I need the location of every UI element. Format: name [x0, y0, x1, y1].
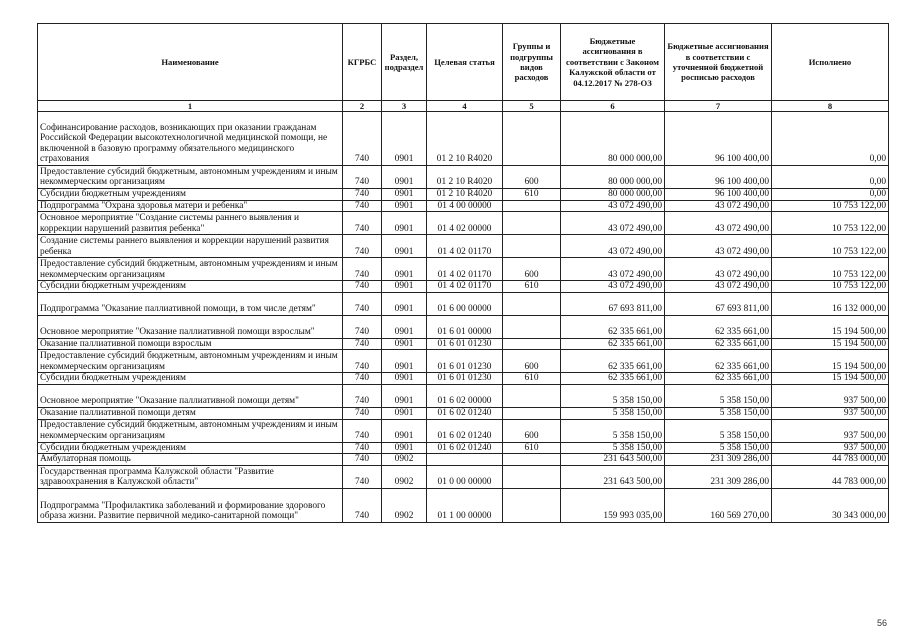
- row-kgrbs-cell: 740: [343, 419, 382, 442]
- col-header-executed: Исполнено: [772, 24, 889, 101]
- row-assign-revised-cell: 5 358 150,00: [665, 384, 772, 407]
- row-target-cell: [427, 454, 503, 466]
- col-header-target: Целевая статья: [427, 24, 503, 101]
- row-kgrbs-cell: 740: [343, 454, 382, 466]
- row-group-cell: [503, 315, 561, 338]
- row-name-cell: Создание системы раннего выявления и коррекции нарушений развития ребенка: [38, 235, 343, 258]
- row-executed-cell: 15 194 500,00: [772, 350, 889, 373]
- row-assign-revised-cell: 62 335 661,00: [665, 338, 772, 350]
- row-target-cell: 01 2 10 R4020: [427, 189, 503, 201]
- row-section-cell: 0901: [382, 235, 427, 258]
- row-executed-cell: 10 753 122,00: [772, 212, 889, 235]
- row-kgrbs-cell: 740: [343, 292, 382, 315]
- row-group-cell: [503, 212, 561, 235]
- table-row: [38, 258, 889, 281]
- row-kgrbs-cell: 740: [343, 235, 382, 258]
- row-assign-revised-cell: 231 309 286,00: [665, 454, 772, 466]
- table-row: [38, 384, 889, 407]
- row-target-cell: 01 4 02 00000: [427, 212, 503, 235]
- col-header-assign-revised: Бюджетные ассигнования в соответствии с уточненной бюджетной росписью расходов: [665, 24, 772, 101]
- col-header-kgrbs: КГРБС: [343, 24, 382, 101]
- row-assign-law-cell: 43 072 490,00: [561, 281, 665, 293]
- row-section-cell: 0901: [382, 200, 427, 212]
- table-row: [38, 315, 889, 338]
- row-assign-law-cell: 5 358 150,00: [561, 442, 665, 454]
- row-target-cell: 01 4 02 01170: [427, 258, 503, 281]
- row-name-cell: Подпрограмма "Профилактика заболеваний и формирование здорового образа жизни. Развитие первичной медико-санитарной помощи": [38, 488, 343, 522]
- row-assign-law-cell: 80 000 000,00: [561, 166, 665, 189]
- row-kgrbs-cell: 740: [343, 281, 382, 293]
- table-row: [38, 350, 889, 373]
- column-number-row: [38, 101, 889, 112]
- row-name-cell: Субсидии бюджетным учреждениям: [38, 442, 343, 454]
- row-kgrbs-cell: 740: [343, 442, 382, 454]
- row-section-cell: 0901: [382, 338, 427, 350]
- table-row: [38, 454, 889, 466]
- row-assign-revised-cell: 43 072 490,00: [665, 235, 772, 258]
- row-group-cell: [503, 338, 561, 350]
- row-assign-law-cell: 43 072 490,00: [561, 212, 665, 235]
- row-section-cell: 0901: [382, 258, 427, 281]
- row-assign-revised-cell: 67 693 811,00: [665, 292, 772, 315]
- row-assign-law-cell: 231 643 500,00: [561, 454, 665, 466]
- row-kgrbs-cell: 740: [343, 212, 382, 235]
- row-executed-cell: 44 783 000,00: [772, 465, 889, 488]
- row-assign-law-cell: 80 000 000,00: [561, 189, 665, 201]
- row-assign-law-cell: 62 335 661,00: [561, 315, 665, 338]
- row-section-cell: 0901: [382, 281, 427, 293]
- col-number: 6: [561, 101, 665, 112]
- row-assign-revised-cell: 5 358 150,00: [665, 419, 772, 442]
- row-target-cell: 01 6 01 01230: [427, 338, 503, 350]
- row-assign-law-cell: 5 358 150,00: [561, 407, 665, 419]
- row-section-cell: 0902: [382, 488, 427, 522]
- row-executed-cell: 30 343 000,00: [772, 488, 889, 522]
- row-kgrbs-cell: 740: [343, 315, 382, 338]
- row-assign-law-cell: 159 993 035,00: [561, 488, 665, 522]
- row-kgrbs-cell: 740: [343, 112, 382, 166]
- row-assign-law-cell: 231 643 500,00: [561, 465, 665, 488]
- row-assign-revised-cell: 96 100 400,00: [665, 189, 772, 201]
- row-assign-law-cell: 43 072 490,00: [561, 258, 665, 281]
- row-assign-revised-cell: 62 335 661,00: [665, 350, 772, 373]
- row-executed-cell: 44 783 000,00: [772, 454, 889, 466]
- table-row: [38, 419, 889, 442]
- row-group-cell: 600: [503, 419, 561, 442]
- table-row: [38, 212, 889, 235]
- row-executed-cell: 10 753 122,00: [772, 281, 889, 293]
- col-number: 2: [343, 101, 382, 112]
- row-group-cell: [503, 465, 561, 488]
- row-kgrbs-cell: 740: [343, 166, 382, 189]
- row-name-cell: Предоставление субсидий бюджетным, автономным учреждениям и иным некоммерческим организациям: [38, 350, 343, 373]
- row-group-cell: 600: [503, 350, 561, 373]
- row-kgrbs-cell: 740: [343, 258, 382, 281]
- row-target-cell: 01 6 02 01240: [427, 442, 503, 454]
- row-group-cell: 610: [503, 281, 561, 293]
- table-row: [38, 407, 889, 419]
- table-row: [38, 112, 889, 166]
- table-row: [38, 189, 889, 201]
- row-target-cell: 01 6 00 00000: [427, 292, 503, 315]
- row-assign-revised-cell: 160 569 270,00: [665, 488, 772, 522]
- row-executed-cell: 10 753 122,00: [772, 200, 889, 212]
- col-number: 8: [772, 101, 889, 112]
- row-target-cell: 01 2 10 R4020: [427, 112, 503, 166]
- row-name-cell: Подпрограмма "Оказание паллиативной помощи, в том числе детям": [38, 292, 343, 315]
- table-row: [38, 200, 889, 212]
- row-kgrbs-cell: 740: [343, 189, 382, 201]
- row-target-cell: 01 4 02 01170: [427, 235, 503, 258]
- row-assign-law-cell: 62 335 661,00: [561, 338, 665, 350]
- row-assign-law-cell: 62 335 661,00: [561, 350, 665, 373]
- row-target-cell: 01 4 02 01170: [427, 281, 503, 293]
- row-assign-revised-cell: 96 100 400,00: [665, 166, 772, 189]
- row-target-cell: 01 4 00 00000: [427, 200, 503, 212]
- row-group-cell: 610: [503, 442, 561, 454]
- row-assign-law-cell: 5 358 150,00: [561, 384, 665, 407]
- row-kgrbs-cell: 740: [343, 407, 382, 419]
- row-name-cell: Основное мероприятие "Оказание паллиативной помощи взрослым": [38, 315, 343, 338]
- row-name-cell: Предоставление субсидий бюджетным, автономным учреждениям и иным некоммерческим организациям: [38, 166, 343, 189]
- row-executed-cell: 10 753 122,00: [772, 235, 889, 258]
- row-assign-revised-cell: 43 072 490,00: [665, 200, 772, 212]
- row-kgrbs-cell: 740: [343, 200, 382, 212]
- row-name-cell: Предоставление субсидий бюджетным, автономным учреждениям и иным некоммерческим организациям: [38, 419, 343, 442]
- col-number: 5: [503, 101, 561, 112]
- row-target-cell: 01 2 10 R4020: [427, 166, 503, 189]
- row-target-cell: 01 6 02 01240: [427, 407, 503, 419]
- row-executed-cell: 15 194 500,00: [772, 373, 889, 385]
- row-assign-law-cell: 43 072 490,00: [561, 235, 665, 258]
- row-assign-law-cell: 67 693 811,00: [561, 292, 665, 315]
- row-target-cell: 01 6 02 01240: [427, 419, 503, 442]
- row-group-cell: 610: [503, 189, 561, 201]
- row-group-cell: [503, 407, 561, 419]
- row-executed-cell: 0,00: [772, 166, 889, 189]
- table-row: [38, 338, 889, 350]
- row-group-cell: [503, 112, 561, 166]
- row-section-cell: 0901: [382, 350, 427, 373]
- col-number: 1: [38, 101, 343, 112]
- row-kgrbs-cell: 740: [343, 338, 382, 350]
- row-name-cell: Оказание паллиативной помощи детям: [38, 407, 343, 419]
- row-target-cell: 01 6 01 01230: [427, 350, 503, 373]
- table-row: [38, 488, 889, 522]
- table-row: [38, 373, 889, 385]
- row-section-cell: 0901: [382, 292, 427, 315]
- row-group-cell: [503, 292, 561, 315]
- row-kgrbs-cell: 740: [343, 465, 382, 488]
- row-group-cell: 610: [503, 373, 561, 385]
- row-name-cell: Оказание паллиативной помощи взрослым: [38, 338, 343, 350]
- row-section-cell: 0902: [382, 465, 427, 488]
- header-row: [38, 24, 889, 101]
- row-group-cell: [503, 384, 561, 407]
- row-section-cell: 0901: [382, 212, 427, 235]
- row-assign-revised-cell: 5 358 150,00: [665, 442, 772, 454]
- row-group-cell: [503, 488, 561, 522]
- row-assign-law-cell: 5 358 150,00: [561, 419, 665, 442]
- row-assign-law-cell: 62 335 661,00: [561, 373, 665, 385]
- row-target-cell: 01 6 01 01230: [427, 373, 503, 385]
- row-kgrbs-cell: 740: [343, 384, 382, 407]
- row-assign-revised-cell: 43 072 490,00: [665, 281, 772, 293]
- table-row: [38, 442, 889, 454]
- col-header-assign-law: Бюджетные ассигнования в соответствии с Законом Калужской области от 04.12.2017 № 278-ОЗ: [561, 24, 665, 101]
- row-name-cell: Основное мероприятие "Оказание паллиативной помощи детям": [38, 384, 343, 407]
- row-name-cell: Государственная программа Калужской области "Развитие здравоохранения в Калужской области": [38, 465, 343, 488]
- row-target-cell: 01 6 01 00000: [427, 315, 503, 338]
- col-header-section: Раздел, подраздел: [382, 24, 427, 101]
- row-name-cell: Основное мероприятие "Создание системы раннего выявления и коррекции нарушений развития ребенка": [38, 212, 343, 235]
- table-row: [38, 235, 889, 258]
- table-row: [38, 281, 889, 293]
- row-section-cell: 0901: [382, 419, 427, 442]
- row-executed-cell: 0,00: [772, 112, 889, 166]
- row-section-cell: 0901: [382, 407, 427, 419]
- col-number: 3: [382, 101, 427, 112]
- row-assign-revised-cell: 96 100 400,00: [665, 112, 772, 166]
- row-section-cell: 0901: [382, 166, 427, 189]
- row-executed-cell: 937 500,00: [772, 419, 889, 442]
- row-assign-revised-cell: 62 335 661,00: [665, 373, 772, 385]
- row-assign-law-cell: 80 000 000,00: [561, 112, 665, 166]
- col-number: 4: [427, 101, 503, 112]
- row-section-cell: 0902: [382, 454, 427, 466]
- row-name-cell: Амбулаторная помощь: [38, 454, 343, 466]
- row-section-cell: 0901: [382, 373, 427, 385]
- row-name-cell: Софинансирование расходов, возникающих при оказании гражданам Российской Федерации высокотехнологичной медицинской помощи, не включенной в базовую программу обязательного медицинского страхования: [38, 112, 343, 166]
- row-target-cell: 01 6 02 00000: [427, 384, 503, 407]
- row-assign-law-cell: 43 072 490,00: [561, 200, 665, 212]
- row-target-cell: 01 0 00 00000: [427, 465, 503, 488]
- row-executed-cell: 0,00: [772, 189, 889, 201]
- row-executed-cell: 937 500,00: [772, 407, 889, 419]
- row-assign-revised-cell: 43 072 490,00: [665, 258, 772, 281]
- row-kgrbs-cell: 740: [343, 488, 382, 522]
- row-name-cell: Субсидии бюджетным учреждениям: [38, 281, 343, 293]
- row-executed-cell: 16 132 000,00: [772, 292, 889, 315]
- row-name-cell: Субсидии бюджетным учреждениям: [38, 189, 343, 201]
- row-group-cell: [503, 235, 561, 258]
- row-executed-cell: 937 500,00: [772, 442, 889, 454]
- row-assign-revised-cell: 231 309 286,00: [665, 465, 772, 488]
- row-section-cell: 0901: [382, 112, 427, 166]
- row-executed-cell: 10 753 122,00: [772, 258, 889, 281]
- row-executed-cell: 15 194 500,00: [772, 338, 889, 350]
- row-section-cell: 0901: [382, 189, 427, 201]
- page-number: 56: [876, 618, 887, 628]
- col-header-name: Наименование: [38, 24, 343, 101]
- row-name-cell: Подпрограмма "Охрана здоровья матери и ребенка": [38, 200, 343, 212]
- row-group-cell: [503, 454, 561, 466]
- row-assign-revised-cell: 43 072 490,00: [665, 212, 772, 235]
- row-group-cell: 600: [503, 166, 561, 189]
- budget-table: [37, 23, 889, 523]
- col-number: 7: [665, 101, 772, 112]
- row-name-cell: Предоставление субсидий бюджетным, автономным учреждениям и иным некоммерческим организациям: [38, 258, 343, 281]
- row-kgrbs-cell: 740: [343, 350, 382, 373]
- table-body: [38, 112, 889, 523]
- table-row: [38, 465, 889, 488]
- row-assign-revised-cell: 5 358 150,00: [665, 407, 772, 419]
- table-row: [38, 292, 889, 315]
- row-assign-revised-cell: 62 335 661,00: [665, 315, 772, 338]
- table-row: [38, 166, 889, 189]
- row-name-cell: Субсидии бюджетным учреждениям: [38, 373, 343, 385]
- row-kgrbs-cell: 740: [343, 373, 382, 385]
- row-group-cell: [503, 200, 561, 212]
- row-section-cell: 0901: [382, 384, 427, 407]
- row-target-cell: 01 1 00 00000: [427, 488, 503, 522]
- row-group-cell: 600: [503, 258, 561, 281]
- row-section-cell: 0901: [382, 442, 427, 454]
- row-executed-cell: 15 194 500,00: [772, 315, 889, 338]
- row-executed-cell: 937 500,00: [772, 384, 889, 407]
- row-section-cell: 0901: [382, 315, 427, 338]
- col-header-groups: Группы и подгруппы видов расходов: [503, 24, 561, 101]
